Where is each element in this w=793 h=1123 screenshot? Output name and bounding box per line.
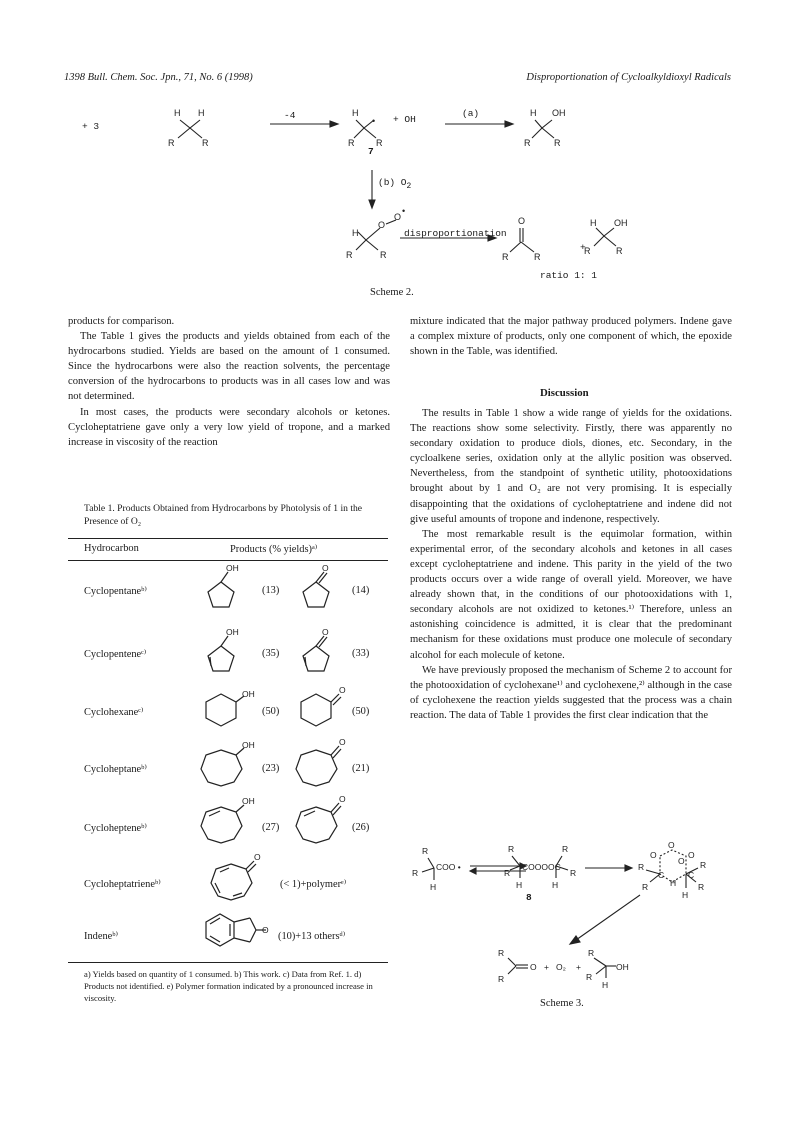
svg-text:R: R [534, 252, 541, 262]
scheme2-path-b: (b) $O_2$ [378, 177, 412, 191]
svg-text:R: R [588, 948, 595, 958]
paragraph: The most remarkable result is the equimolar formation, within experimental error, of the secondary alcohols and ketones in all cases except cycloheptatriene and indene. This parity in the yield of the two products occurs over a wide range of overall yield. Moreover, we have already shown that, in the conditions of our photooxidations with 1, secondary alcohols are not oxidized to ketones.¹⁾ Therefore, unless an astonishing coincidence is admitted, it is clear that the predominant mechanism for these oxidations must produce one molecule of secondary alcohol for each molecule of ketone. [410, 528, 732, 661]
svg-text:+: + [544, 962, 549, 972]
right-column-discussion [410, 406, 732, 723]
scheme3-compound-8: 8 [526, 892, 532, 903]
table-top-rule [68, 538, 388, 539]
table-row-yield-alcohol: (13) [262, 585, 280, 596]
svg-text:R: R [524, 138, 531, 148]
paragraph: The Table 1 gives the products and yields obtained from each of the hydrocarbons studied. Yields are based on the amount of 1 consumed. Since the hydrocarbons were also the reaction solvents, the percentage conversion of the hydrocarbons to products was in all cases low and was not determined. [68, 331, 390, 403]
svg-text:O: O [339, 685, 346, 695]
table-row-yield-alcohol: (27) [262, 822, 280, 833]
scheme2-oh-label: OH [404, 114, 416, 125]
svg-text:R: R [376, 138, 383, 148]
section-heading-discussion: Discussion [540, 387, 589, 399]
svg-text:H: H [602, 980, 609, 990]
scheme2-compound-7: 7 [368, 146, 374, 157]
svg-text:•: • [402, 206, 406, 216]
paragraph: products for comparison. [68, 316, 175, 327]
svg-text:R: R [498, 974, 505, 984]
table-row-yield-ketone: (33) [352, 648, 370, 659]
svg-text:OH: OH [242, 740, 255, 750]
svg-text:H: H [352, 108, 359, 118]
svg-text:O: O [262, 925, 269, 935]
table-row-yield-alcohol: (23) [262, 763, 280, 774]
svg-text:R: R [700, 860, 707, 870]
svg-text:R: R [698, 882, 705, 892]
svg-text:OH: OH [226, 563, 239, 573]
svg-text:H: H [198, 108, 205, 118]
scheme2-path-a: (a) [462, 108, 480, 119]
svg-text:O: O [394, 212, 402, 222]
table1-footnotes: a) Yields based on quantity of 1 consumed. b) This work. c) Data from Ref. 1. d) Products not identified. e) Polymer formation indicated by a pronounced increase in viscosity. [84, 969, 373, 1003]
table-header-products: Products (% yields)ᵃ⁾ [230, 544, 318, 555]
table-row-yield-alcohol: (10)+13 othersᵈ⁾ [278, 931, 346, 942]
svg-text:R: R [498, 948, 505, 958]
table-row-hydrocarbon: Cyclopenteneᶜ⁾ [84, 649, 147, 660]
svg-text:R: R [508, 844, 515, 854]
svg-text:O: O [688, 850, 695, 860]
scheme-2-figure [150, 100, 650, 295]
table-row-hydrocarbon: Cyclopentaneᵇ⁾ [84, 586, 147, 597]
svg-text:OH: OH [614, 218, 628, 228]
svg-text:R: R [168, 138, 175, 148]
scheme2-caption: Scheme 2. [370, 287, 414, 298]
scheme2-disproportionation: disproportionation [404, 228, 507, 239]
svg-text:OH: OH [616, 962, 629, 972]
svg-text:O: O [378, 220, 386, 230]
svg-text:O: O [322, 627, 329, 637]
paragraph: In most cases, the products were secondary alcohols or ketones. Cycloheptatriene gave only a very low yield of tropone, and a marked increase in viscosity of the reaction [68, 406, 390, 448]
svg-text:R: R [562, 844, 569, 854]
table-row-yield-ketone: (21) [352, 763, 370, 774]
svg-text:H: H [174, 108, 181, 118]
svg-text:R: R [412, 868, 419, 878]
paragraph: mixture indicated that the major pathway produced polymers. Indene gave a complex mixture of products, only one component of which, the epoxide shown in the Table, was identified. [410, 316, 732, 358]
svg-text:H: H [590, 218, 597, 228]
svg-text:OH: OH [552, 108, 566, 118]
svg-text:H: H [430, 882, 437, 892]
svg-text:H: H [682, 890, 689, 900]
paragraph: The results in Table 1 show a wide range of yields for the oxidations. The reactions show some selectivity. Firstly, there was apparently no secondary oxidation to produce diols, diones, etc. Secondary, in the cycloalkene series, oxidation only at the allylic position was observed. Nevertheless, from the standpoint of synthetic utility, photooxidations brought about by 1 and O₂ are not very promising. It is especially disappointing that the oxidations of cycloheptatriene and indene did not give useful amounts of tropone and indenone, respectively. [410, 408, 732, 525]
svg-text:R: R [348, 138, 355, 148]
svg-text:R: R [586, 972, 593, 982]
scheme2-plus: + [580, 242, 586, 253]
table-row-yield-ketone: (50) [352, 706, 370, 717]
table-row-yield-ketone: (26) [352, 822, 370, 833]
svg-text:R: R [638, 862, 645, 872]
table1-caption: Table 1. Products Obtained from Hydrocarbons by Photolysis of 1 in the Presence of O₂ [84, 503, 363, 527]
table-row-yield-alcohol: (50) [262, 706, 280, 717]
svg-text:O₂: O₂ [556, 962, 566, 972]
svg-text:OH: OH [226, 627, 239, 637]
svg-text:R: R [616, 246, 623, 256]
right-column-text [410, 314, 732, 359]
svg-text:O: O [254, 852, 261, 862]
table-row-hydrocarbon: Cyclohepteneᵇ⁾ [84, 823, 147, 834]
svg-text:O: O [668, 840, 675, 850]
svg-text:R: R [570, 868, 577, 878]
svg-text:R: R [346, 250, 353, 260]
svg-text:R: R [202, 138, 209, 148]
table-bottom-rule [68, 962, 388, 963]
scheme-3-figure [410, 840, 732, 1000]
svg-text:R: R [584, 246, 591, 256]
svg-text:O: O [650, 850, 657, 860]
paragraph: We have previously proposed the mechanism of Scheme 2 to account for the photooxidation of cyclohexane¹⁾ and cyclohexene,²⁾ although in the case of cyclohexene the reaction yields suggested that the process was a chain reaction. The data of Table 1 provides the first clear indication that the [410, 664, 732, 721]
svg-text:OH: OH [242, 796, 255, 806]
svg-text:COO •: COO • [436, 862, 461, 872]
svg-text:O: O [339, 737, 346, 747]
svg-text:OH: OH [242, 689, 255, 699]
table-row-hydrocarbon: Cycloheptaneᵇ⁾ [84, 764, 147, 775]
svg-text:O: O [322, 563, 329, 573]
running-header-right: Disproportionation of Cycloalkyldioxyl Radicals [526, 72, 731, 83]
table-row-hydrocarbon: Cycloheptatrieneᵇ⁾ [84, 879, 161, 890]
svg-text:R: R [422, 846, 429, 856]
table-header-hydrocarbon: Hydrocarbon [84, 543, 139, 554]
svg-text:H: H [670, 878, 677, 888]
svg-text:R: R [502, 252, 509, 262]
scheme2-ratio: ratio 1: 1 [540, 270, 598, 281]
svg-text:O: O [339, 794, 346, 804]
scheme2-minus-reagent: -4 [284, 110, 296, 121]
svg-text:•: • [372, 116, 376, 126]
svg-text:C: C [688, 870, 695, 880]
svg-text:O: O [518, 216, 526, 226]
svg-text:O: O [530, 962, 537, 972]
svg-text:H: H [516, 880, 523, 890]
svg-text:H: H [352, 228, 359, 238]
scheme2-plus3: + 3 [82, 121, 100, 132]
svg-text:+: + [576, 962, 581, 972]
svg-text:H: H [530, 108, 537, 118]
table-row-hydrocarbon: Cyclohexaneᶜ⁾ [84, 707, 144, 718]
svg-text:COOOOC: COOOOC [522, 862, 561, 872]
table-row-yield-alcohol: (35) [262, 648, 280, 659]
svg-text:H: H [552, 880, 559, 890]
svg-text:R: R [554, 138, 561, 148]
table1-structures [196, 562, 386, 962]
scheme3-caption: Scheme 3. [540, 998, 584, 1009]
scheme2-plus-oh: + OH [393, 114, 416, 125]
svg-text:R: R [504, 868, 511, 878]
table-row-yield-alcohol: (< 1)+polymerᵉ⁾ [280, 879, 347, 890]
svg-text:R: R [380, 250, 387, 260]
table-row-yield-ketone: (14) [352, 585, 370, 596]
svg-text:R: R [642, 882, 649, 892]
svg-text:O: O [678, 856, 685, 866]
left-column-text [68, 314, 390, 450]
running-header-left: 1398 Bull. Chem. Soc. Jpn., 71, No. 6 (1998) [64, 72, 253, 83]
table-header-rule [68, 560, 388, 561]
svg-text:C: C [658, 870, 665, 880]
table-row-hydrocarbon: Indeneᵇ⁾ [84, 931, 119, 942]
